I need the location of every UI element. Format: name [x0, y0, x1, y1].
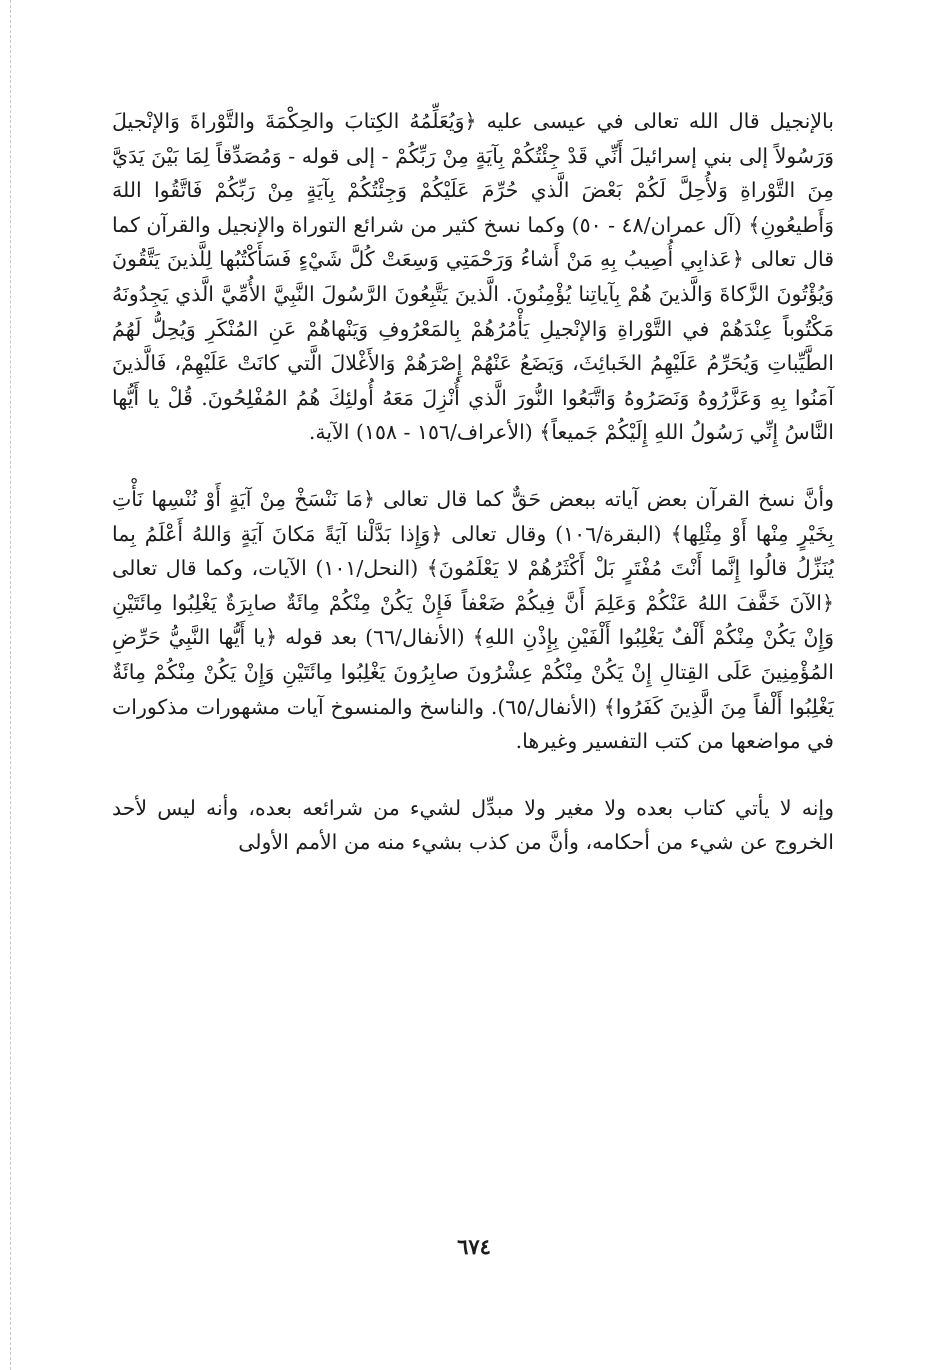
page-number: ٦٧٤	[457, 1234, 491, 1259]
page-fold-line	[10, 0, 11, 1370]
body-text	[112, 104, 834, 860]
paragraph-2: وأنَّ نسخ القرآن بعض آياته ببعض حَقٌّ كما قال تعالى ﴿مَا نَنْسَخْ مِنْ آيَةٍ أَوْ نُنْسِها نَأْتِ بِخَيْرٍ مِنْها أَوْ مِثْلِها﴾ (البقرة/١٠٦) وقال تعالى ﴿وَإِذا بَدَّلْنا آيَةً مَكانَ آيَةٍ وَاللهُ أَعْلَمُ بِما يُنَزِّلُ قالُوا إِنَّما أَنْتَ مُفْتَرٍ بَلْ أَكْثَرُهُمْ لا يَعْلَمُونَ﴾ (النحل/١٠١) الآيات، وكما قال تعالى ﴿الآنَ خَفَّفَ اللهُ عَنْكُمْ وَعَلِمَ أَنَّ فِيكُمْ ضَعْفاً فَإِنْ يَكُنْ مِنْكُمْ مِائَةٌ صابِرَةٌ يَغْلِبُوا مِائَتَيْنِ وَإِنْ يَكُنْ مِنْكُمْ أَلْفٌ يَغْلِبُوا أَلْفَيْنِ بِإِذْنِ اللهِ﴾ (الأنفال/٦٦) بعد قوله ﴿يا أَيُّها النَّبِيُّ حَرِّضِ المُؤْمِنِينَ عَلَى القِتالِ إِنْ يَكُنْ مِنْكُمْ عِشْرُونَ صابِرُونَ يَغْلِبُوا مِائَتَيْنِ وَإِنْ يَكُنْ مِنْكُمْ مِائَةٌ يَغْلِبُوا أَلْفاً مِنَ الَّذِينَ كَفَرُوا﴾ (الأنفال/٦٥). والناسخ والمنسوخ آيات مشهورات مذكورات في مواضعها من كتب التفسير وغيرها.	[112, 486, 834, 754]
paragraph-3: وإنه لا يأتي كتاب بعده ولا مغير ولا مبدِّل لشيء من شرائعه بعده، وأنه ليس لأحد الخروج عن شيء من أحكامه، وأنَّ من كذب بشيء منه من الأمم الأولى	[112, 795, 834, 855]
paragraph-1: بالإنجيل قال الله تعالى في عيسى عليه ﴿وَيُعَلِّمُهُ الكِتابَ والحِكْمَةَ والتَّوْراةَ وَالإنْجيلَ وَرَسُولاً إلى بني إسرائيلَ أَنِّي قَدْ جِئْتُكُمْ بِآيَةٍ مِنْ رَبِّكُمْ - إلى قوله - وَمُصَدِّقاً لِمَا بَيْنَ يَدَيَّ مِنَ التَّوْراةِ وَلأُحِلَّ لَكُمْ بَعْضَ الَّذي حُرِّمَ عَلَيْكُمْ وَجِئْتُكُمْ بِآيَةٍ مِنْ رَبِّكُمْ فَاتَّقُوا اللهَ وَأَطيعُونِ﴾ (آل عمران/٤٨ - ٥٠) وكما نسخ كثير من شرائع التوراة والإنجيل والقرآن كما قال تعالى ﴿عَذابِي أُصِيبُ بِهِ مَنْ أَشاءُ وَرَحْمَتِي وَسِعَتْ كُلَّ شَيْءٍ فَسَأَكْتُبُها لِلَّذينَ يَتَّقُونَ وَيُؤْتُونَ الزَّكاةَ وَالَّذينَ هُمْ بِآياتِنا يُؤْمِنُونَ. الَّذينَ يَتَّبِعُونَ الرَّسُولَ النَّبِيَّ الأُمِّيَّ الَّذي يَجِدُونَهُ مَكْتُوباً عِنْدَهُمْ في التَّوْراةِ وَالإنْجيلِ يَأْمُرُهُمْ بِالمَعْرُوفِ وَيَنْهاهُمْ عَنِ المُنْكَرِ وَيُحِلُّ لَهُمُ الطَّيِّباتِ وَيُحَرِّمُ عَلَيْهِمُ الخَبائِثَ، وَيَضَعُ عَنْهُمْ إِصْرَهُمْ وَالأَغْلالَ الَّتي كانَتْ عَلَيْهِمْ، فَالَّذينَ آمَنُوا بِهِ وَعَزَّرُوهُ وَنَصَرُوهُ وَاتَّبَعُوا النُّورَ الَّذي أُنْزِلَ مَعَهُ أُولئِكَ هُمُ المُفْلِحُونَ. قُلْ يا أَيُّها النَّاسُ إِنِّي رَسُولُ اللهِ إِلَيْكُمْ جَميعاً﴾ (الأعراف/١٥٦ - ١٥٨) الآية.	[112, 109, 834, 445]
paragraph-gap	[112, 450, 834, 482]
paragraph-gap	[112, 759, 834, 791]
